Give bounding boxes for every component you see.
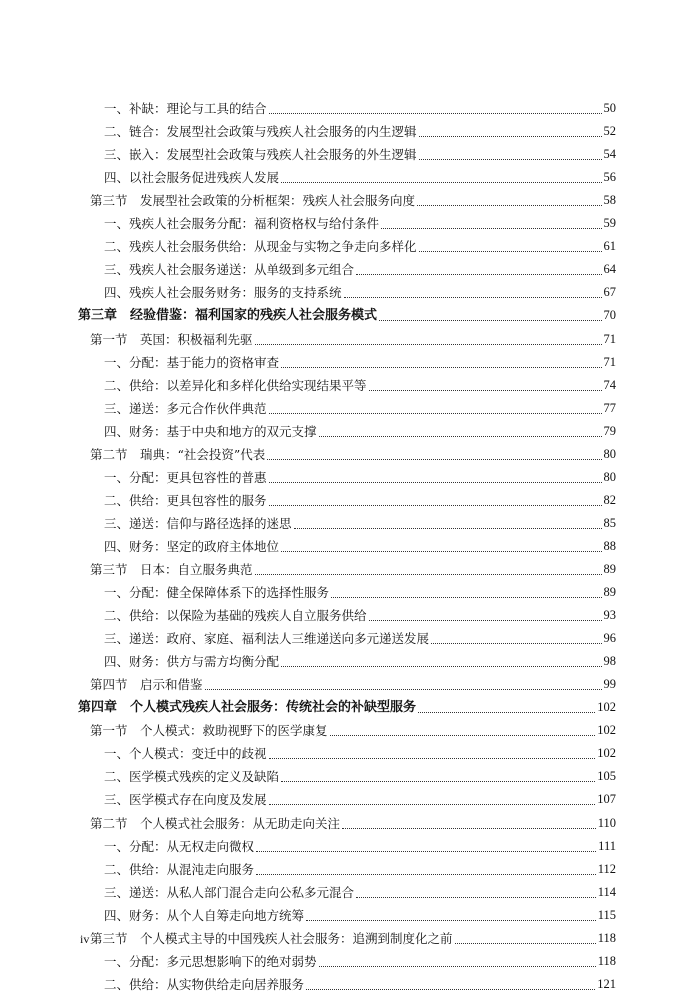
toc-page-number: 54 [603,147,616,162]
toc-leader-dots [281,167,601,183]
toc-subsection-row[interactable] [78,348,616,371]
toc-section-row[interactable] [78,716,616,739]
toc-leader-dots [342,813,596,829]
toc-leader-dots [319,951,596,967]
toc-subsection-row[interactable] [78,762,616,785]
toc-entry-title: 四、残疾人社会服务财务：服务的支持系统 [104,285,342,301]
toc-subsection-row[interactable] [78,463,616,486]
toc-entry-title: 四、财务：基于中央和地方的双元支撑 [104,423,317,439]
toc-entry-title: 第四节 启示和借鉴 [90,677,203,693]
toc-page-number: 64 [603,262,616,277]
toc-subsection-row[interactable] [78,394,616,417]
toc-section-row[interactable] [78,440,616,463]
toc-leader-dots [356,882,596,898]
toc-subsection-row[interactable] [78,947,616,970]
table-of-contents [78,94,616,993]
toc-entry-title: 二、供给：以差异化和多样化供给实现结果平等 [104,377,367,393]
toc-page-number: 80 [603,469,616,484]
toc-leader-dots [369,605,602,621]
toc-leader-dots [294,513,602,529]
toc-leader-dots [431,628,601,644]
toc-page-number: 80 [603,446,616,461]
toc-entry-title: 第二节 瑞典：“社会投资”代表 [90,446,266,462]
toc-leader-dots [255,329,602,345]
toc-entry-title: 二、链合：发展型社会政策与残疾人社会服务的内生逻辑 [104,124,417,140]
toc-leader-dots [255,559,602,575]
toc-section-row[interactable] [78,324,616,347]
toc-subsection-row[interactable] [78,255,616,278]
toc-entry-title: 第三章 经验借鉴：福利国家的残疾人社会服务模式 [78,308,378,324]
toc-section-row[interactable] [78,670,616,693]
toc-subsection-row[interactable] [78,140,616,163]
toc-subsection-row[interactable] [78,647,616,670]
toc-page-number: 77 [603,400,616,415]
toc-page-number: 102 [597,700,616,715]
toc-page-number: 93 [603,608,616,623]
toc-page-number: 71 [603,354,616,369]
toc-entry-title: 二、供给：以保险为基础的残疾人自立服务供给 [104,608,367,624]
toc-leader-dots [256,836,596,852]
toc-section-row[interactable] [78,555,616,578]
toc-leader-dots [281,352,601,368]
toc-entry-title: 二、供给：从实物供给走向居养服务 [104,976,305,992]
toc-entry-title: 三、医学模式存在向度及发展 [104,792,267,808]
toc-page-number: 107 [597,792,616,807]
toc-leader-dots [205,674,602,690]
toc-page-number: 115 [597,907,616,922]
toc-leader-dots [419,236,602,252]
toc-subsection-row[interactable] [78,901,616,924]
toc-entry-title: 三、递送：多元合作伙伴典范 [104,400,267,416]
toc-page-number: 59 [603,216,616,231]
toc-leader-dots [319,421,602,437]
toc-page-number: 82 [603,492,616,507]
toc-leader-dots [330,720,596,736]
toc-subsection-row[interactable] [78,417,616,440]
toc-entry-title: 第三节 日本：自立服务典范 [90,561,253,577]
toc-section-row[interactable] [78,186,616,209]
toc-entry-title: 三、递送：政府、家庭、福利法人三维递送向多元递送发展 [104,631,430,647]
toc-page-number: 121 [597,976,616,991]
toc-page-number: 67 [603,285,616,300]
toc-subsection-row[interactable] [78,624,616,647]
toc-page-number: 52 [603,124,616,139]
toc-leader-dots [331,582,601,598]
toc-subsection-row[interactable] [78,970,616,993]
toc-leader-dots [269,789,596,805]
toc-entry-title: 四、财务：坚定的政府主体地位 [104,538,280,554]
toc-subsection-row[interactable] [78,532,616,555]
toc-entry-title: 第一节 英国：积极福利先驱 [90,331,253,347]
toc-page-number: 110 [597,815,616,830]
toc-subsection-row[interactable] [78,601,616,624]
toc-leader-dots [417,190,601,206]
toc-entry-title: 二、供给：更具包容性的服务 [104,492,267,508]
toc-entry-title: 二、医学模式残疾的定义及缺陷 [104,769,280,785]
toc-leader-dots [344,282,602,298]
toc-leader-dots [455,928,596,944]
toc-entry-title: 二、供给：从混沌走向服务 [104,861,255,877]
toc-leader-dots [419,121,602,137]
toc-leader-dots [306,905,596,921]
toc-page-number: 111 [598,838,616,853]
toc-subsection-row[interactable] [78,832,616,855]
toc-leader-dots [269,490,602,506]
toc-subsection-row[interactable] [78,578,616,601]
toc-entry-title: 一、个人模式：变迁中的歧视 [104,746,267,762]
toc-page-number: 71 [603,331,616,346]
toc-leader-dots [269,467,602,483]
toc-page-number: 118 [597,930,616,945]
toc-page-number: 79 [603,423,616,438]
toc-entry-title: 一、补缺：理论与工具的结合 [104,101,267,117]
toc-page-number: 70 [603,308,616,323]
toc-page-number: 89 [603,561,616,576]
toc-entry-title: 四、以社会服务促进残疾人发展 [104,170,280,186]
toc-section-row[interactable] [78,808,616,831]
toc-leader-dots [379,305,601,321]
toc-page-number: 118 [597,953,616,968]
toc-leader-dots [269,743,596,759]
toc-leader-dots [369,375,602,391]
toc-entry-title: 第三节 发展型社会政策的分析框架：残疾人社会服务向度 [90,193,416,209]
toc-leader-dots [267,444,601,460]
toc-subsection-row[interactable] [78,209,616,232]
toc-chapter-row[interactable] [78,301,616,324]
toc-leader-dots [281,766,595,782]
toc-entry-title: 第二节 个人模式社会服务：从无助走向关注 [90,815,341,831]
toc-page-number: 102 [597,746,616,761]
toc-entry-title: 二、残疾人社会服务供给：从现金与实物之争走向多样化 [104,239,417,255]
toc-entry-title: 三、嵌入：发展型社会政策与残疾人社会服务的外生逻辑 [104,147,417,163]
toc-leader-dots [356,259,601,275]
toc-leader-dots [419,144,602,160]
toc-subsection-row[interactable] [78,117,616,140]
toc-entry-title: 三、残疾人社会服务递送：从单级到多元组合 [104,262,355,278]
toc-subsection-row[interactable] [78,278,616,301]
toc-subsection-row[interactable] [78,163,616,186]
toc-entry-title: 三、递送：信仰与路径选择的迷思 [104,515,292,531]
toc-section-row[interactable] [78,924,616,947]
toc-leader-dots [281,651,601,667]
toc-page-number: 96 [603,631,616,646]
toc-entry-title: 第四章 个人模式残疾人社会服务：传统社会的补缺型服务 [78,700,417,716]
toc-page-number: 105 [597,769,616,784]
toc-entry-title: 四、财务：从个人自筹走向地方统筹 [104,907,305,923]
toc-leader-dots [269,398,602,414]
toc-entry-title: 一、分配：多元思想影响下的绝对弱势 [104,953,317,969]
toc-page-number: 85 [603,515,616,530]
toc-entry-title: 第三节 个人模式主导的中国残疾人社会服务：追溯到制度化之前 [90,930,453,946]
toc-page-number: 98 [603,654,616,669]
toc-entry-title: 三、递送：从私人部门混合走向公私多元混合 [104,884,355,900]
toc-page-number: 58 [603,193,616,208]
toc-entry-title: 四、财务：供方与需方均衡分配 [104,654,280,670]
toc-subsection-row[interactable] [78,94,616,117]
toc-entry-title: 一、分配：健全保障体系下的选择性服务 [104,585,330,601]
toc-leader-dots [381,213,601,229]
toc-subsection-row[interactable] [78,739,616,762]
toc-page-number: 112 [597,861,616,876]
toc-subsection-row[interactable] [78,371,616,394]
toc-page-number: 114 [597,884,616,899]
toc-leader-dots [418,697,595,713]
toc-leader-dots [269,98,602,114]
toc-page-number: 102 [597,723,616,738]
page-number: iv [80,932,90,946]
toc-subsection-row[interactable] [78,878,616,901]
toc-page-number: 89 [603,585,616,600]
toc-entry-title: 一、分配：更具包容性的普惠 [104,469,267,485]
toc-subsection-row[interactable] [78,509,616,532]
toc-entry-title: 一、分配：从无权走向微权 [104,838,255,854]
toc-entry-title: 一、分配：基于能力的资格审查 [104,354,280,370]
toc-subsection-row[interactable] [78,785,616,808]
toc-page-number: 61 [603,239,616,254]
toc-page-number: 74 [603,377,616,392]
toc-subsection-row[interactable] [78,232,616,255]
toc-leader-dots [256,859,596,875]
toc-chapter-row[interactable] [78,693,616,716]
toc-entry-title: 第一节 个人模式：救助视野下的医学康复 [90,723,328,739]
toc-page-number: 50 [603,101,616,116]
toc-page-number: 99 [603,677,616,692]
toc-page-number: 56 [603,170,616,185]
toc-subsection-row[interactable] [78,486,616,509]
toc-subsection-row[interactable] [78,855,616,878]
toc-page-number: 88 [603,538,616,553]
toc-entry-title: 一、残疾人社会服务分配：福利资格权与给付条件 [104,216,380,232]
toc-leader-dots [281,536,601,552]
